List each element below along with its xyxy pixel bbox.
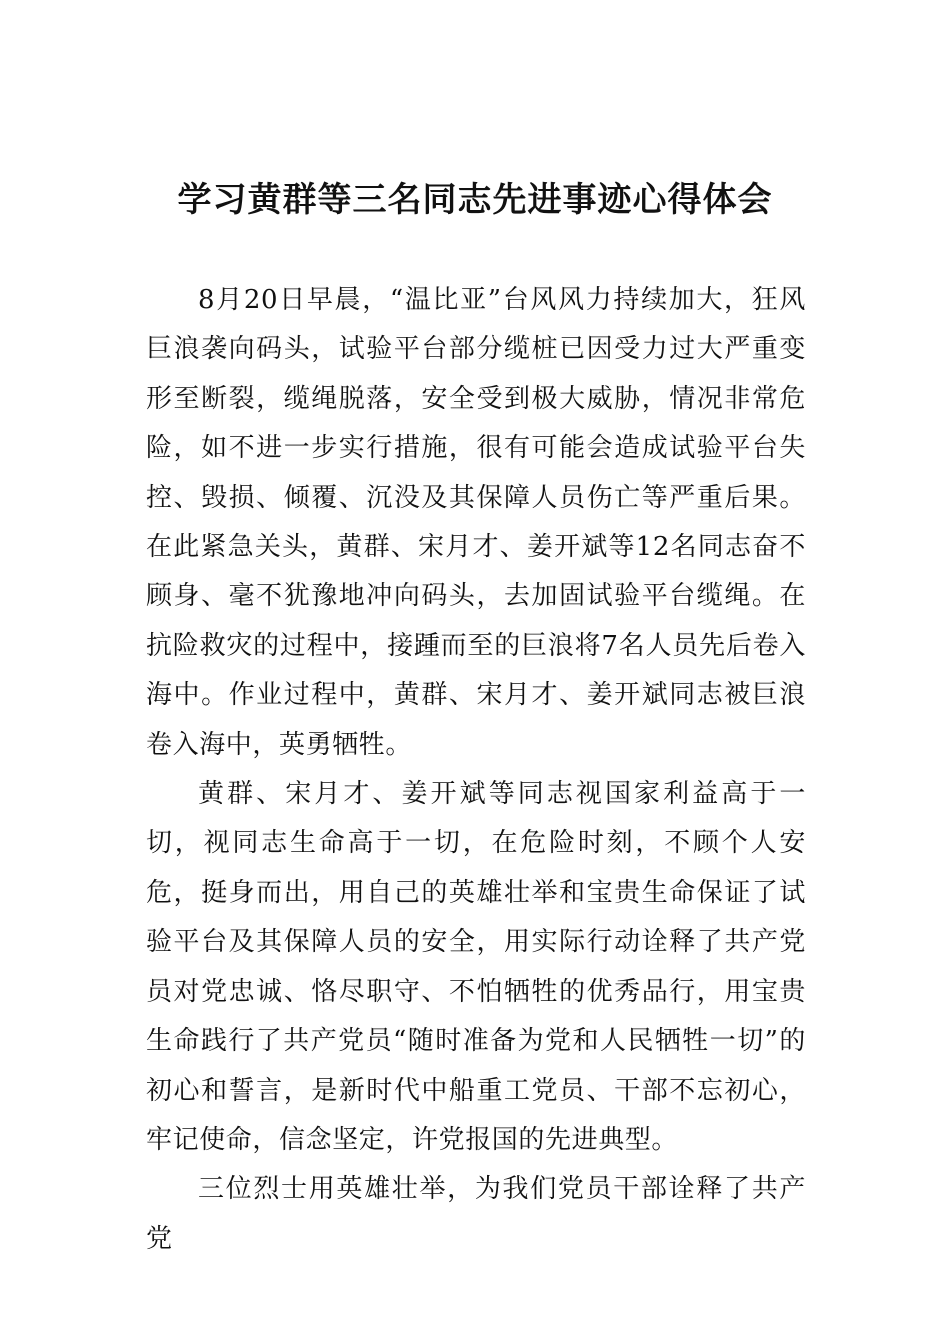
paragraph-2: 黄群、宋月才、姜开斌等同志视国家利益高于一切，视同志生命高于一切，在危险时刻，不顾个人安危，挺身而出，用自己的英雄壮举和宝贵生命保证了试验平台及其保障人员的安全，用实际行动诠释了共产党员对党忠诚、恪尽职守、不怕牺牲的优秀品行，用宝贵生命践行了共产党员“随时准备为党和人民牺牲一切”的初心和誓言，是新时代中船重工党员、干部不忘初心，牢记使命，信念坚定，许党报国的先进典型。 (146, 779, 806, 1155)
document-body (146, 276, 806, 1264)
paragraph-1: 8月20日早晨，“温比亚”台风风力持续加大，狂风巨浪袭向码头，试验平台部分缆桩已因受力过大严重变形至断裂，缆绳脱落，安全受到极大威胁，情况非常危险，如不进一步实行措施，很有可能会造成试验平台失控、毁损、倾覆、沉没及其保障人员伤亡等严重后果。在此紧急关头，黄群、宋月才、姜开斌等12名同志奋不顾身、毫不犹豫地冲向码头，去加固试验平台缆绳。在抗险救灾的过程中，接踵而至的巨浪将7名人员先后卷入海中。作业过程中，黄群、宋月才、姜开斌同志被巨浪卷入海中，英勇牺牲。 (146, 285, 806, 760)
document-title: 学习黄群等三名同志先进事迹心得体会 (177, 180, 773, 220)
paragraph-3: 三位烈士用英雄壮举，为我们党员干部诠释了共产党 (146, 1174, 806, 1254)
